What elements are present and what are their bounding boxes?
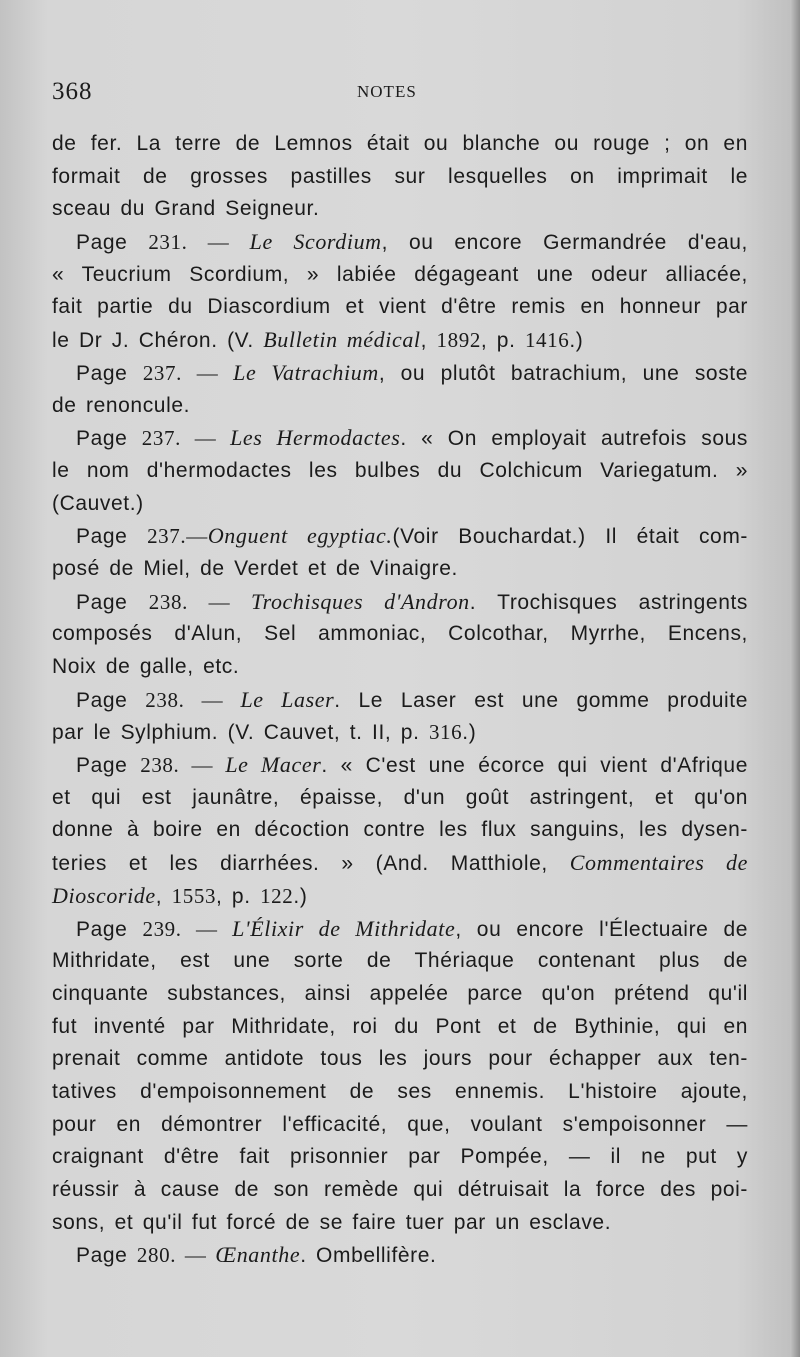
- text-line: [52, 390, 748, 423]
- text-run: 122: [260, 883, 294, 908]
- text-run: et qui est jaunâtre, épaisse, d'un goût astringent, et qu'on: [52, 785, 748, 809]
- text-run: . Le Laser est une gomme produite: [334, 688, 748, 712]
- text-run: Page: [76, 688, 146, 712]
- text-run: 238. —: [148, 589, 251, 614]
- text-run: Noix de galle, etc.: [52, 655, 240, 678]
- italic-text: Le Laser: [240, 686, 335, 712]
- text-run: cinquante substances, ainsi appelée parce qu'on prétend qu'il: [52, 981, 748, 1005]
- text-run: . Ombellifère.: [300, 1244, 437, 1268]
- text-line: [52, 651, 748, 684]
- text-line: [52, 1076, 748, 1109]
- italic-text: Trochisques d'Andron: [250, 588, 470, 614]
- text-line: [52, 1011, 748, 1044]
- text-line: [52, 1174, 748, 1207]
- text-run: , ou encore Germandrée d'eau,: [381, 231, 748, 255]
- text-run: , ou plutôt batrachium, une soste: [378, 361, 749, 385]
- text-run: (Voir Bouchardat.) Il était com-: [392, 525, 749, 549]
- page-edge-shadow: [790, 0, 800, 1357]
- italic-text: Le Macer: [225, 752, 322, 778]
- italic-text: Le Vatrachium: [233, 359, 379, 385]
- text-run: sceau du Grand Seigneur.: [52, 197, 320, 221]
- text-run: réussir à cause de son remède qui détruisait la force des poi-: [52, 1178, 748, 1201]
- text-line: [52, 749, 748, 782]
- text-run: de renoncule.: [52, 393, 191, 417]
- text-run: teries et les diarrhées. » (And. Matthiole,: [52, 852, 570, 876]
- text-run: Mithridate, est une sorte de Thériaque contenant plus de: [52, 949, 748, 973]
- text-run: .): [569, 329, 584, 353]
- text-run: . Trochisques astringents: [469, 590, 749, 614]
- text-line: [52, 684, 748, 717]
- text-line: [52, 128, 748, 161]
- italic-text: Les Hermodactes: [230, 425, 401, 451]
- text-run: 238. —: [145, 687, 241, 712]
- text-line: [52, 1207, 748, 1240]
- text-run: craignant d'être fait prisonnier par Pompée, — il ne put y: [52, 1145, 748, 1169]
- text-run: Page: [76, 590, 149, 614]
- running-head: NOTES: [357, 82, 417, 101]
- text-line: [52, 488, 748, 521]
- text-line: [52, 618, 748, 651]
- text-line: [52, 291, 748, 324]
- notes-body-text: [52, 128, 748, 1272]
- text-run: 239. —: [142, 916, 233, 941]
- text-run: le nom d'hermodactes les bulbes du Colchicum Variegatum. »: [52, 458, 748, 482]
- text-line: [52, 161, 748, 194]
- text-line: [52, 782, 748, 815]
- text-run: 237.—: [147, 524, 208, 549]
- text-run: sons, et qu'il fut forcé de se faire tuer par un esclave.: [52, 1210, 612, 1234]
- text-line: [52, 259, 748, 292]
- text-line: [52, 455, 748, 488]
- text-line: [52, 586, 748, 619]
- text-line: [52, 814, 748, 847]
- text-line: [52, 193, 748, 226]
- text-line: [52, 1239, 748, 1272]
- text-line: [52, 945, 748, 978]
- text-run: 1553: [171, 883, 217, 908]
- italic-text: Commentaires de: [569, 850, 749, 876]
- page-header: [52, 78, 748, 110]
- text-line: [52, 716, 748, 749]
- text-run: le Dr J. Chéron. (V.: [52, 329, 264, 353]
- text-line: [52, 553, 748, 586]
- text-run: tatives d'empoisonnement de ses ennemis. L'histoire ajoute,: [52, 1079, 748, 1103]
- text-run: 238. —: [140, 753, 226, 778]
- italic-text: L'Élixir de Mithridate: [232, 915, 456, 941]
- text-run: .): [462, 721, 477, 745]
- text-run: formait de grosses pastilles sur lesquelles on imprimait le: [52, 164, 748, 188]
- text-run: , p.: [216, 884, 261, 908]
- text-run: 231. —: [148, 230, 250, 255]
- text-line: [52, 913, 748, 946]
- text-run: Page: [76, 754, 141, 778]
- text-line: [52, 357, 748, 390]
- italic-text: Dioscoride: [52, 882, 156, 908]
- italic-text: Le Scordium: [249, 229, 382, 255]
- text-run: Page: [76, 427, 142, 451]
- text-line: [52, 880, 748, 913]
- text-run: fait partie du Diascordium et vient d'être remis en honneur par: [52, 295, 748, 319]
- text-run: 237. —: [141, 426, 231, 451]
- text-run: posé de Miel, de Verdet et de Vinaigre.: [52, 556, 458, 580]
- text-line: [52, 847, 748, 880]
- text-run: de fer. La terre de Lemnos était ou blanche ou rouge ; on en: [52, 132, 748, 155]
- text-run: , ou encore l'Électuaire de: [455, 917, 749, 941]
- text-line: [52, 1141, 748, 1174]
- page-number: 368: [52, 78, 93, 105]
- text-run: (Cauvet.): [52, 491, 144, 515]
- italic-text: Œnanthe: [215, 1242, 301, 1268]
- text-line: [52, 324, 748, 357]
- text-run: pour en démontrer l'efficacité, que, voulant s'empoisonner —: [52, 1112, 748, 1136]
- text-run: 1892: [436, 328, 481, 353]
- text-run: fut inventé par Mithridate, roi du Pont et de Bythinie, qui en: [52, 1014, 748, 1038]
- text-run: Page: [76, 525, 148, 549]
- text-run: ,: [155, 884, 172, 908]
- text-line: [52, 1109, 748, 1142]
- text-line: [52, 1043, 748, 1076]
- text-run: composés d'Alun, Sel ammoniac, Colcothar, Myrrhe, Encens,: [52, 622, 748, 646]
- text-run: 280. —: [136, 1243, 216, 1268]
- text-run: . « On employait autrefois sous: [400, 427, 748, 451]
- text-run: 237. —: [142, 360, 234, 385]
- text-run: 316: [428, 720, 463, 745]
- text-line: [52, 978, 748, 1011]
- text-line: [52, 422, 748, 455]
- text-run: 1416: [524, 328, 570, 353]
- text-run: Page: [76, 361, 143, 385]
- text-run: prenait comme antidote tous les jours pour échapper aux ten-: [52, 1047, 748, 1071]
- text-run: par le Sylphium. (V. Cauvet, t. II, p.: [52, 721, 429, 745]
- text-run: , p.: [480, 329, 525, 353]
- text-run: Page: [76, 917, 143, 941]
- text-run: . « C'est une écorce qui vient d'Afrique: [321, 754, 748, 778]
- text-run: « Teucrium Scordium, » labiée dégageant une odeur alliacée,: [52, 262, 748, 286]
- italic-text: Bulletin médical: [263, 327, 421, 353]
- text-run: ,: [420, 329, 437, 353]
- italic-text: Onguent egyptiac.: [207, 523, 393, 549]
- text-run: Page: [76, 231, 149, 255]
- text-run: .): [293, 884, 308, 908]
- text-run: Page: [76, 1244, 137, 1268]
- text-line: [52, 520, 748, 553]
- text-line: [52, 226, 748, 259]
- text-run: donne à boire en décoction contre les flux sanguins, les dysen-: [52, 818, 748, 842]
